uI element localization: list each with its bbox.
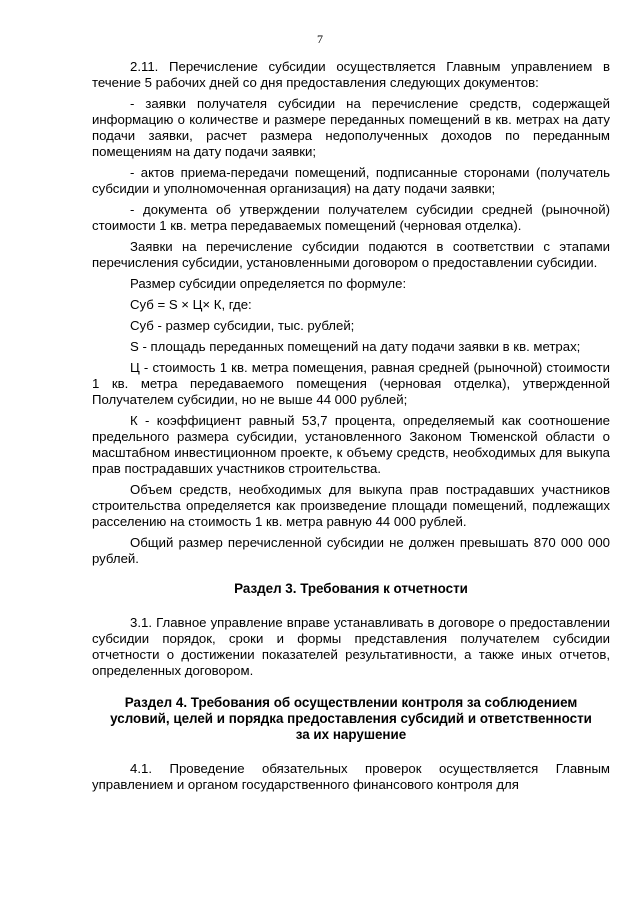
section-4-heading-line-3: за их нарушение <box>295 727 407 742</box>
paragraph-s-definition: S - площадь переданных помещений на дату подачи заявки в кв. метрах; <box>130 339 581 354</box>
paragraph-bullet-document: - документа об утверждении получателем субсидии средней (рыночной) стоимости 1 кв. метра передаваемых помещений (черновая отделка). <box>92 202 610 233</box>
paragraph-formula-intro: Размер субсидии определяется по формуле: <box>130 276 407 291</box>
paragraph-bullet-application: - заявки получателя субсидии на перечисление средств, содержащей информацию о количестве и размере переданных помещений в кв. метрах на дату подачи заявки, расчет размера недополученных доходов по переданным помещениям на дату подачи заявки; <box>92 96 610 159</box>
section-4-heading <box>92 695 610 743</box>
paragraph-volume: Объем средств, необходимых для выкупа прав пострадавших участников строительства определяется как произведение площади помещений, подлежащих расселению на стоимость 1 кв. метра равную 44 000 рублей. <box>92 482 610 529</box>
paragraph-applications: Заявки на перечисление субсидии подаются в соответствии с этапами перечисления субсидии, установленными договором о предоставлении субсидии. <box>92 239 610 270</box>
paragraph-3-1: 3.1. Главное управление вправе устанавливать в договоре о предоставлении субсидии порядок, сроки и формы представления получателем субсидии отчетности о достижении показателей результативности, а также иных отчетов, определенных договором. <box>92 615 610 678</box>
paragraph-formula: Суб = S × Ц× К, где: <box>130 297 252 312</box>
paragraph-2-11: 2.11. Перечисление субсидии осуществляется Главным управлением в течение 5 рабочих дней со дня предоставления следующих документов: <box>92 59 610 90</box>
paragraph-bullet-acts: - актов приема-передачи помещений, подписанные сторонами (получатель субсидии и уполномоченная организация) на дату подачи заявки; <box>92 165 610 196</box>
document-body <box>92 59 610 798</box>
paragraph-sub-definition: Суб - размер субсидии, тыс. рублей; <box>130 318 355 333</box>
page-number: 7 <box>317 32 323 46</box>
section-4-heading-line-2: условий, целей и порядка предоставления субсидий и ответственности <box>110 711 592 726</box>
section-3-heading: Раздел 3. Требования к отчетности <box>234 581 468 596</box>
section-4-heading-line-1: Раздел 4. Требования об осуществлении контроля за соблюдением <box>124 695 578 710</box>
paragraph-4-1: 4.1. Проведение обязательных проверок осуществляется Главным управлением и органом государственного финансового контроля для <box>92 761 610 792</box>
paragraph-k-definition: К - коэффициент равный 53,7 процента, определяемый как соотношение предельного размера субсидии, установленного Законом Тюменской области о масштабном инвестиционном проекте, к объему средств, необходимых для выкупа прав пострадавших участников строительства. <box>92 413 610 476</box>
paragraph-c-definition: Ц - стоимость 1 кв. метра помещения, равная средней (рыночной) стоимости 1 кв. метра передаваемого помещения (черновая отделка), утвержденной Получателем субсидии, но не выше 44 000 рублей; <box>92 360 610 407</box>
paragraph-total: Общий размер перечисленной субсидии не должен превышать 870 000 000 рублей. <box>92 535 610 566</box>
